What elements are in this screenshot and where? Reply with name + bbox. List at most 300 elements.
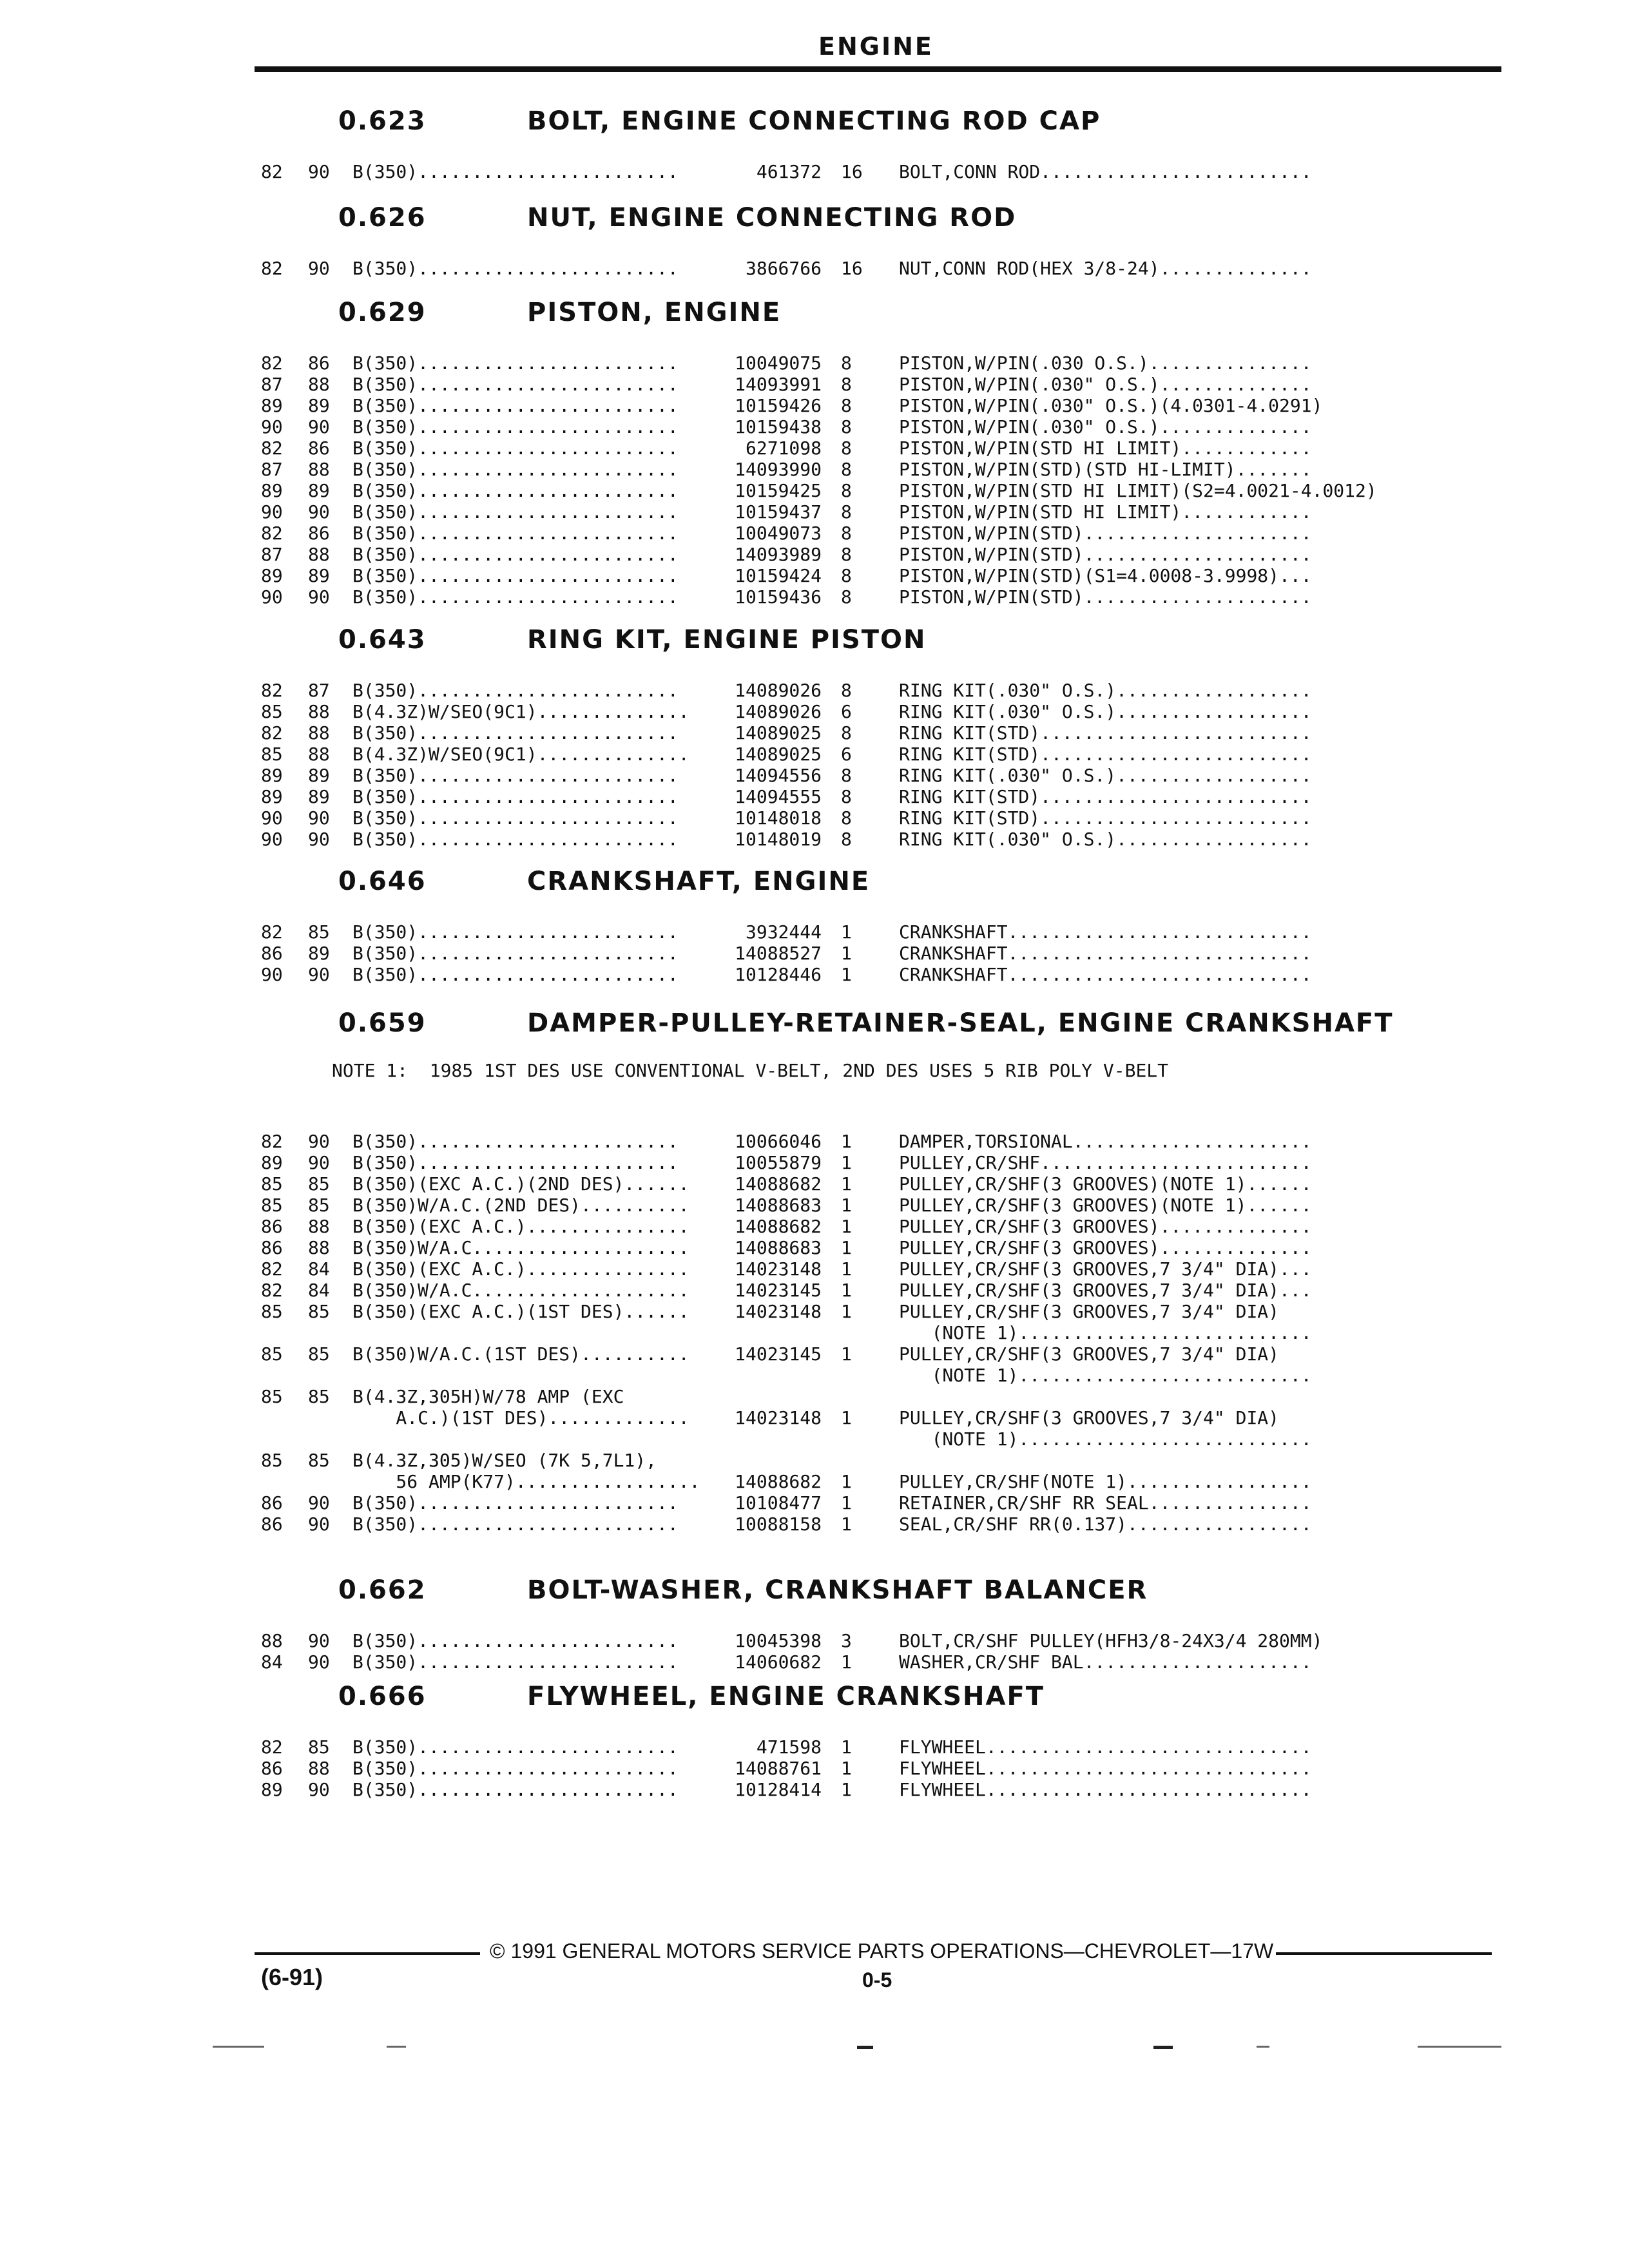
part-number: 14023148 <box>735 1258 822 1280</box>
part-description: PISTON,W/PIN(.030" O.S.)(4.0301-4.0291) <box>899 395 1323 416</box>
part-description: BOLT,CONN ROD......................... <box>899 161 1312 182</box>
model-application: B(350)........................ <box>352 258 679 279</box>
part-description: FLYWHEEL.............................. <box>899 1736 1312 1758</box>
year-from: 87 <box>261 544 283 565</box>
section-title: CRANKSHAFT, ENGINE <box>527 867 871 896</box>
model-application: 56 AMP(K77)................. <box>352 1471 700 1492</box>
part-number: 10159438 <box>735 416 822 437</box>
model-application: B(350)........................ <box>352 395 679 416</box>
part-number: 3932444 <box>745 921 822 943</box>
year-from: 82 <box>261 258 283 279</box>
year-from: 89 <box>261 1779 283 1800</box>
model-application: B(350)W/A.C.(2ND DES).......... <box>352 1195 689 1216</box>
page-title: ENGINE <box>818 32 934 61</box>
model-application: B(350)........................ <box>352 1651 679 1673</box>
part-description: PULLEY,CR/SHF(3 GROOVES,7 3/4" DIA)... <box>899 1280 1312 1301</box>
part-description: RING KIT(STD)......................... <box>899 744 1312 765</box>
model-application: B(350)........................ <box>352 722 679 744</box>
section-number: 0.643 <box>338 625 427 655</box>
quantity: 1 <box>841 1343 852 1365</box>
part-description: RING KIT(.030" O.S.).................. <box>899 680 1312 701</box>
part-description: CRANKSHAFT............................ <box>899 964 1312 985</box>
year-from: 89 <box>261 480 283 501</box>
part-description: PULLEY,CR/SHF(3 GROOVES,7 3/4" DIA)... <box>899 1258 1312 1280</box>
year-from: 82 <box>261 437 283 459</box>
year-to: 86 <box>308 437 330 459</box>
quantity: 8 <box>841 544 852 565</box>
year-to: 88 <box>308 374 330 395</box>
year-to: 90 <box>308 807 330 829</box>
quantity: 3 <box>841 1630 852 1651</box>
model-application: B(350)........................ <box>352 1779 679 1800</box>
quantity: 8 <box>841 807 852 829</box>
quantity: 8 <box>841 565 852 586</box>
part-number: 14023148 <box>735 1407 822 1428</box>
part-number: 10159437 <box>735 501 822 523</box>
part-description: CRANKSHAFT............................ <box>899 943 1312 964</box>
model-application: B(350)(EXC A.C.)............... <box>352 1258 689 1280</box>
part-description: RING KIT(STD)......................... <box>899 786 1312 807</box>
quantity: 8 <box>841 523 852 544</box>
part-description: SEAL,CR/SHF RR(0.137)................. <box>899 1514 1312 1535</box>
year-to: 90 <box>308 586 330 608</box>
year-from: 87 <box>261 459 283 480</box>
quantity: 6 <box>841 701 852 722</box>
year-from: 90 <box>261 416 283 437</box>
part-description: FLYWHEEL.............................. <box>899 1758 1312 1779</box>
section-number: 0.626 <box>338 203 427 233</box>
part-description: PULLEY,CR/SHF(3 GROOVES)(NOTE 1)...... <box>899 1195 1312 1216</box>
scan-speck <box>857 2046 873 2049</box>
model-application: B(350)........................ <box>352 374 679 395</box>
year-to: 90 <box>308 501 330 523</box>
quantity: 1 <box>841 1131 852 1152</box>
footer-rule-right <box>1276 1952 1492 1955</box>
model-application: B(350)........................ <box>352 765 679 786</box>
quantity: 8 <box>841 480 852 501</box>
year-to: 89 <box>308 786 330 807</box>
quantity: 8 <box>841 722 852 744</box>
part-description: PULLEY,CR/SHF(NOTE 1)................. <box>899 1471 1312 1492</box>
year-to: 87 <box>308 680 330 701</box>
year-from: 86 <box>261 1758 283 1779</box>
part-number: 10045398 <box>735 1630 822 1651</box>
part-number: 10159426 <box>735 395 822 416</box>
scan-speck <box>387 2046 406 2048</box>
year-from: 82 <box>261 1258 283 1280</box>
quantity: 1 <box>841 1758 852 1779</box>
part-number: 14089026 <box>735 701 822 722</box>
model-application: B(350)........................ <box>352 786 679 807</box>
quantity: 8 <box>841 501 852 523</box>
year-from: 85 <box>261 1450 283 1471</box>
year-to: 89 <box>308 565 330 586</box>
section-title: RING KIT, ENGINE PISTON <box>527 625 927 655</box>
scan-artifacts <box>0 2046 1629 2052</box>
quantity: 1 <box>841 921 852 943</box>
part-number: 14093991 <box>735 374 822 395</box>
year-from: 85 <box>261 1301 283 1322</box>
year-from: 90 <box>261 807 283 829</box>
year-from: 85 <box>261 1173 283 1195</box>
year-from: 82 <box>261 921 283 943</box>
part-number: 14023145 <box>735 1280 822 1301</box>
quantity: 1 <box>841 943 852 964</box>
part-description: WASHER,CR/SHF BAL..................... <box>899 1651 1312 1673</box>
part-description: (NOTE 1)........................... <box>899 1365 1312 1386</box>
year-to: 89 <box>308 480 330 501</box>
part-description: RING KIT(STD)......................... <box>899 807 1312 829</box>
page-number: 0-5 <box>862 1968 892 1992</box>
quantity: 1 <box>841 1258 852 1280</box>
model-application: B(350)........................ <box>352 480 679 501</box>
model-application: B(350)........................ <box>352 829 679 850</box>
model-application: B(350)........................ <box>352 943 679 964</box>
year-from: 82 <box>261 722 283 744</box>
year-to: 86 <box>308 352 330 374</box>
section-note: NOTE 1: 1985 1ST DES USE CONVENTIONAL V-BELT, 2ND DES USES 5 RIB POLY V-BELT <box>332 1060 1169 1081</box>
part-number: 14088683 <box>735 1195 822 1216</box>
model-application: B(4.3Z,305)W/SEO (7K 5,7L1), <box>352 1450 657 1471</box>
year-to: 90 <box>308 1651 330 1673</box>
part-number: 14023145 <box>735 1343 822 1365</box>
part-number: 14094555 <box>735 786 822 807</box>
part-description: RING KIT(.030" O.S.).................. <box>899 701 1312 722</box>
year-from: 82 <box>261 1131 283 1152</box>
year-to: 84 <box>308 1280 330 1301</box>
part-number: 471598 <box>756 1736 822 1758</box>
part-description: PISTON,W/PIN(STD)(STD HI-LIMIT)....... <box>899 459 1312 480</box>
year-to: 90 <box>308 964 330 985</box>
year-to: 89 <box>308 943 330 964</box>
year-to: 90 <box>308 1779 330 1800</box>
quantity: 6 <box>841 744 852 765</box>
year-from: 87 <box>261 374 283 395</box>
part-description: (NOTE 1)........................... <box>899 1428 1312 1450</box>
part-number: 10088158 <box>735 1514 822 1535</box>
quantity: 1 <box>841 1152 852 1173</box>
model-application: B(350)........................ <box>352 1630 679 1651</box>
year-from: 90 <box>261 964 283 985</box>
year-to: 88 <box>308 1216 330 1237</box>
model-application: B(350)........................ <box>352 501 679 523</box>
model-application: B(350)........................ <box>352 352 679 374</box>
part-number: 14089025 <box>735 744 822 765</box>
year-from: 90 <box>261 829 283 850</box>
part-description: RING KIT(.030" O.S.).................. <box>899 829 1312 850</box>
part-description: PISTON,W/PIN(.030" O.S.).............. <box>899 374 1312 395</box>
part-number: 10049073 <box>735 523 822 544</box>
part-number: 14094556 <box>735 765 822 786</box>
part-number: 10108477 <box>735 1492 822 1514</box>
year-to: 84 <box>308 1258 330 1280</box>
year-to: 90 <box>308 1514 330 1535</box>
year-from: 82 <box>261 1736 283 1758</box>
year-to: 89 <box>308 765 330 786</box>
part-number: 10066046 <box>735 1131 822 1152</box>
year-from: 84 <box>261 1651 283 1673</box>
model-application: B(350)........................ <box>352 459 679 480</box>
part-number: 461372 <box>756 161 822 182</box>
year-to: 88 <box>308 459 330 480</box>
year-from: 85 <box>261 1195 283 1216</box>
model-application: B(350)........................ <box>352 544 679 565</box>
part-description: PULLEY,CR/SHF(3 GROOVES,7 3/4" DIA) <box>899 1301 1280 1322</box>
part-number: 10128414 <box>735 1779 822 1800</box>
year-to: 88 <box>308 722 330 744</box>
year-to: 90 <box>308 258 330 279</box>
model-application: B(350)........................ <box>352 1152 679 1173</box>
model-application: B(350)(EXC A.C.)(2ND DES)...... <box>352 1173 689 1195</box>
quantity: 8 <box>841 765 852 786</box>
model-application: B(350)........................ <box>352 161 679 182</box>
year-from: 82 <box>261 523 283 544</box>
scan-speck <box>1257 2046 1269 2048</box>
year-to: 85 <box>308 1736 330 1758</box>
quantity: 8 <box>841 374 852 395</box>
model-application: B(350)........................ <box>352 1492 679 1514</box>
model-application: B(350)........................ <box>352 565 679 586</box>
part-description: CRANKSHAFT............................ <box>899 921 1312 943</box>
quantity: 8 <box>841 352 852 374</box>
year-to: 85 <box>308 1450 330 1471</box>
quantity: 1 <box>841 1301 852 1322</box>
year-from: 85 <box>261 1343 283 1365</box>
part-number: 14089026 <box>735 680 822 701</box>
year-from: 86 <box>261 943 283 964</box>
year-from: 82 <box>261 680 283 701</box>
model-application: B(350)........................ <box>352 1736 679 1758</box>
quantity: 8 <box>841 829 852 850</box>
scan-speck <box>213 2046 264 2048</box>
section-title: BOLT-WASHER, CRANKSHAFT BALANCER <box>527 1575 1148 1605</box>
quantity: 8 <box>841 416 852 437</box>
model-application: B(350)(EXC A.C.)(1ST DES)...... <box>352 1301 689 1322</box>
part-number: 10159424 <box>735 565 822 586</box>
part-description: PULLEY,CR/SHF(3 GROOVES).............. <box>899 1216 1312 1237</box>
section-number: 0.646 <box>338 867 427 896</box>
part-description: FLYWHEEL.............................. <box>899 1779 1312 1800</box>
quantity: 8 <box>841 786 852 807</box>
model-application: B(350)........................ <box>352 921 679 943</box>
section-title: PISTON, ENGINE <box>527 298 782 327</box>
model-application: B(350)........................ <box>352 586 679 608</box>
part-description: PISTON,W/PIN(.030 O.S.)............... <box>899 352 1312 374</box>
year-to: 88 <box>308 1237 330 1258</box>
quantity: 8 <box>841 459 852 480</box>
year-to: 88 <box>308 744 330 765</box>
year-to: 90 <box>308 416 330 437</box>
year-from: 86 <box>261 1514 283 1535</box>
model-application: B(350)........................ <box>352 1758 679 1779</box>
section-number: 0.662 <box>338 1575 427 1605</box>
year-to: 90 <box>308 1630 330 1651</box>
footer-date: (6-91) <box>261 1964 323 1990</box>
footer-copyright: © 1991 GENERAL MOTORS SERVICE PARTS OPERATIONS—CHEVROLET—17W <box>490 1939 1274 1963</box>
quantity: 1 <box>841 1736 852 1758</box>
year-from: 82 <box>261 352 283 374</box>
part-number: 14088683 <box>735 1237 822 1258</box>
quantity: 1 <box>841 1216 852 1237</box>
year-from: 89 <box>261 395 283 416</box>
quantity: 8 <box>841 586 852 608</box>
part-number: 14088761 <box>735 1758 822 1779</box>
part-description: PULLEY,CR/SHF(3 GROOVES,7 3/4" DIA) <box>899 1343 1280 1365</box>
section-number: 0.666 <box>338 1682 427 1711</box>
header-rule <box>255 66 1501 72</box>
quantity: 1 <box>841 1195 852 1216</box>
quantity: 1 <box>841 1471 852 1492</box>
year-from: 85 <box>261 1386 283 1407</box>
part-description: PISTON,W/PIN(STD)..................... <box>899 523 1312 544</box>
part-description: PISTON,W/PIN(STD)..................... <box>899 544 1312 565</box>
model-application: B(350)W/A.C.................... <box>352 1280 689 1301</box>
part-description: PISTON,W/PIN(STD HI LIMIT)............ <box>899 501 1312 523</box>
section-number: 0.659 <box>338 1008 427 1038</box>
year-from: 86 <box>261 1492 283 1514</box>
model-application: B(4.3Z)W/SEO(9C1).............. <box>352 701 689 722</box>
part-number: 10148018 <box>735 807 822 829</box>
year-to: 85 <box>308 1195 330 1216</box>
year-from: 89 <box>261 1152 283 1173</box>
model-application: B(350)........................ <box>352 964 679 985</box>
section-number: 0.629 <box>338 298 427 327</box>
year-to: 85 <box>308 1301 330 1322</box>
part-description: PULLEY,CR/SHF(3 GROOVES)(NOTE 1)...... <box>899 1173 1312 1195</box>
quantity: 1 <box>841 1492 852 1514</box>
year-from: 82 <box>261 1280 283 1301</box>
part-description: PULLEY,CR/SHF(3 GROOVES,7 3/4" DIA) <box>899 1407 1280 1428</box>
year-to: 90 <box>308 1131 330 1152</box>
scan-speck <box>1418 2046 1501 2048</box>
model-application: B(350)........................ <box>352 1514 679 1535</box>
quantity: 1 <box>841 1779 852 1800</box>
part-description: PISTON,W/PIN(STD)(S1=4.0008-3.9998)... <box>899 565 1312 586</box>
year-to: 88 <box>308 701 330 722</box>
year-to: 85 <box>308 1386 330 1407</box>
model-application: B(350)W/A.C.(1ST DES).......... <box>352 1343 689 1365</box>
quantity: 16 <box>841 258 863 279</box>
year-to: 88 <box>308 544 330 565</box>
quantity: 1 <box>841 964 852 985</box>
part-number: 14093990 <box>735 459 822 480</box>
model-application: B(350)........................ <box>352 416 679 437</box>
model-application: B(350)........................ <box>352 437 679 459</box>
quantity: 1 <box>841 1651 852 1673</box>
part-number: 14088682 <box>735 1173 822 1195</box>
year-to: 90 <box>308 1492 330 1514</box>
year-from: 88 <box>261 1630 283 1651</box>
part-number: 14093989 <box>735 544 822 565</box>
part-description: PISTON,W/PIN(STD HI LIMIT)............ <box>899 437 1312 459</box>
section-title: DAMPER-PULLEY-RETAINER-SEAL, ENGINE CRANKSHAFT <box>527 1008 1394 1038</box>
part-number: 3866766 <box>745 258 822 279</box>
year-from: 90 <box>261 586 283 608</box>
part-number: 6271098 <box>745 437 822 459</box>
model-application: B(350)........................ <box>352 1131 679 1152</box>
year-from: 89 <box>261 765 283 786</box>
model-application: B(350)........................ <box>352 523 679 544</box>
part-number: 14089025 <box>735 722 822 744</box>
quantity: 1 <box>841 1407 852 1428</box>
model-application: B(350)........................ <box>352 680 679 701</box>
part-description: RING KIT(.030" O.S.).................. <box>899 765 1312 786</box>
quantity: 8 <box>841 437 852 459</box>
part-description: (NOTE 1)........................... <box>899 1322 1312 1343</box>
part-description: PISTON,W/PIN(STD)..................... <box>899 586 1312 608</box>
part-description: PISTON,W/PIN(STD HI LIMIT)(S2=4.0021-4.0012) <box>899 480 1377 501</box>
year-to: 88 <box>308 1758 330 1779</box>
section-title: BOLT, ENGINE CONNECTING ROD CAP <box>527 106 1101 136</box>
year-from: 89 <box>261 786 283 807</box>
scan-speck <box>1153 2046 1173 2049</box>
model-application: B(350)(EXC A.C.)............... <box>352 1216 689 1237</box>
part-number: 10049075 <box>735 352 822 374</box>
part-description: PISTON,W/PIN(.030" O.S.).............. <box>899 416 1312 437</box>
model-application: B(350)........................ <box>352 807 679 829</box>
year-from: 86 <box>261 1216 283 1237</box>
quantity: 8 <box>841 395 852 416</box>
section-title: NUT, ENGINE CONNECTING ROD <box>527 203 1017 233</box>
part-number: 10148019 <box>735 829 822 850</box>
year-to: 85 <box>308 1173 330 1195</box>
part-description: PULLEY,CR/SHF......................... <box>899 1152 1312 1173</box>
footer-rule-left <box>255 1952 480 1955</box>
part-number: 10159425 <box>735 480 822 501</box>
year-to: 85 <box>308 921 330 943</box>
quantity: 8 <box>841 680 852 701</box>
quantity: 1 <box>841 1173 852 1195</box>
quantity: 16 <box>841 161 863 182</box>
year-from: 86 <box>261 1237 283 1258</box>
quantity: 1 <box>841 1280 852 1301</box>
part-description: BOLT,CR/SHF PULLEY(HFH3/8-24X3/4 280MM) <box>899 1630 1323 1651</box>
year-to: 90 <box>308 161 330 182</box>
year-to: 85 <box>308 1343 330 1365</box>
year-to: 86 <box>308 523 330 544</box>
part-number: 14088527 <box>735 943 822 964</box>
part-number: 10159436 <box>735 586 822 608</box>
year-from: 85 <box>261 744 283 765</box>
part-description: PULLEY,CR/SHF(3 GROOVES).............. <box>899 1237 1312 1258</box>
section-title: FLYWHEEL, ENGINE CRANKSHAFT <box>527 1682 1045 1711</box>
part-number: 14060682 <box>735 1651 822 1673</box>
model-application: B(4.3Z)W/SEO(9C1).............. <box>352 744 689 765</box>
part-description: RING KIT(STD)......................... <box>899 722 1312 744</box>
model-application: A.C.)(1ST DES)............. <box>352 1407 689 1428</box>
quantity: 1 <box>841 1237 852 1258</box>
part-number: 14023148 <box>735 1301 822 1322</box>
year-to: 90 <box>308 829 330 850</box>
year-from: 90 <box>261 501 283 523</box>
part-number: 10128446 <box>735 964 822 985</box>
section-number: 0.623 <box>338 106 427 136</box>
model-application: B(4.3Z,305H)W/78 AMP (EXC <box>352 1386 624 1407</box>
part-description: RETAINER,CR/SHF RR SEAL............... <box>899 1492 1312 1514</box>
part-description: DAMPER,TORSIONAL...................... <box>899 1131 1312 1152</box>
model-application: B(350)W/A.C.................... <box>352 1237 689 1258</box>
year-to: 89 <box>308 395 330 416</box>
part-number: 10055879 <box>735 1152 822 1173</box>
year-from: 82 <box>261 161 283 182</box>
year-from: 85 <box>261 701 283 722</box>
part-description: NUT,CONN ROD(HEX 3/8-24).............. <box>899 258 1312 279</box>
year-to: 90 <box>308 1152 330 1173</box>
part-number: 14088682 <box>735 1471 822 1492</box>
quantity: 1 <box>841 1514 852 1535</box>
part-number: 14088682 <box>735 1216 822 1237</box>
year-from: 89 <box>261 565 283 586</box>
